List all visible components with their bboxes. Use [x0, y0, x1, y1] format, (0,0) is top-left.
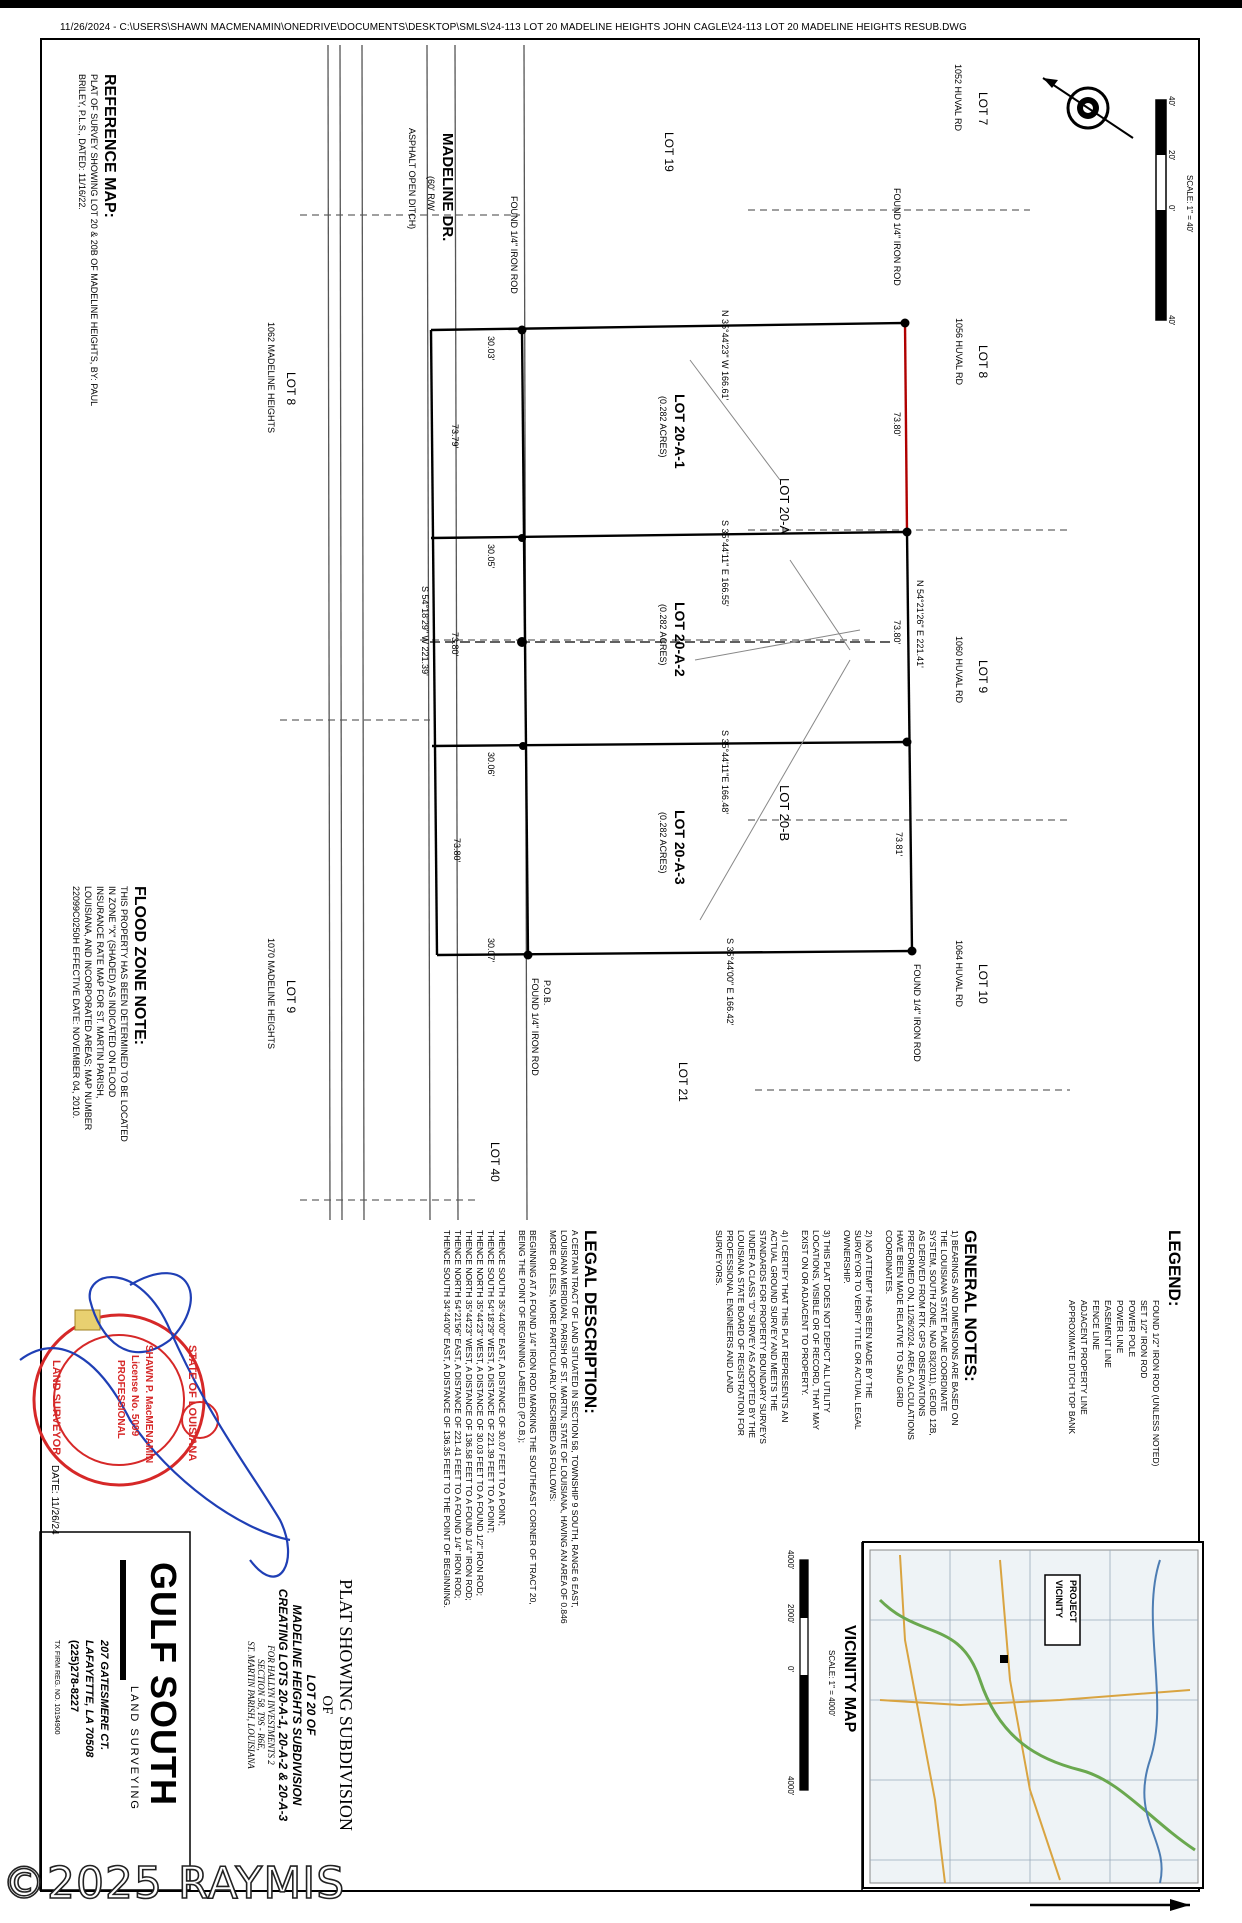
lot8-top-address: 1056 HUVAL RD [954, 318, 964, 386]
bearing-line-4: S 35°44'00" E 166.42' [725, 938, 735, 1026]
plat-title: PLAT SHOWING SUBDIVISION [336, 1579, 356, 1831]
note-line: OWNERSHIP. [842, 1230, 852, 1284]
legal-line: BEGINNING AT A FOUND 1/4" IRON ROD MARKING THE SOUTHEAST CORNER OF TRACT 20, [528, 1230, 538, 1605]
legal-line: THENCE NORTH 54°21'56" EAST, A DISTANCE OF 221.41 FEET TO A FOUND 1/4" IRON ROD; [453, 1230, 463, 1599]
plat-creating: CREATING LOTS 20-A-1, 20-A-2 & 20-A-3 [276, 1588, 290, 1822]
width-3: 30.06' [486, 752, 496, 777]
distance-west-1: 73.79' [450, 424, 460, 449]
company-firm-reg: TX FIRM REG. NO. 10194900 [53, 1640, 60, 1735]
found-rod-bottom-left: FOUND 1/4" IRON ROD [509, 196, 519, 294]
seal-license: License No. 5099 [129, 1355, 140, 1437]
seal-name: SHAWN P. MacMENAMIN [143, 1345, 154, 1464]
note-line: LOUISIANA STATE BOARD OF REGISTRATION FOR [736, 1230, 746, 1436]
note-line: SURVEYORS. [714, 1230, 724, 1286]
flood-zone-line: 22099C0250H EFFECTIVE DATE: NOVEMBER 04, 2010. [71, 886, 81, 1119]
legend-item-power-pole: POWER POLE [1127, 1300, 1137, 1358]
note-line: PREFORMED ON, 11/26/2024. AREA CALCULATIONS [906, 1230, 916, 1440]
scale-tick-40-left: 40' [1167, 96, 1176, 107]
lot20b-label: LOT 20-B [777, 785, 792, 842]
lot10-label: LOT 10 [976, 964, 990, 1004]
scale-tick-20: 20' [1167, 150, 1176, 161]
note-line: STANDARDS FOR PROPERTY BOUNDARY SURVEYS [758, 1230, 768, 1444]
company-phone: (225)278-8227 [68, 1640, 80, 1713]
lot9-bottom-address: 1070 MADELINE HEIGHTS [266, 938, 276, 1050]
plat-parish: ST. MARTIN PARISH, LOUISIANA [246, 1641, 256, 1769]
vicinity-scale: SCALE: 1" = 4000' [827, 1650, 836, 1717]
note-line: PROFESSIONAL ENGINEERS AND LAND [725, 1230, 735, 1394]
plat-lot: LOT 20 OF [304, 1674, 318, 1736]
street-row: (60' R/W [426, 176, 436, 211]
vicinity-title: VICINITY MAP [841, 1625, 858, 1733]
plat-section: SECTION 58, T9S - R6E, [256, 1659, 266, 1751]
lot20a1-label: LOT 20-A-1 [672, 394, 688, 469]
drawing-file-path: 11/26/2024 - C:\USERS\SHAWN MACMENAMIN\ONEDRIVE\DOCUMENTS\DESKTOP\SMLS\24-113 LOT 20 MADELINE HEIGHTS JOHN CAGLE\24-113 LOT 20 MADELINE HEIGHTS RESUB.DWG [60, 22, 967, 33]
note-line: HAVE BEEN MADE RELATIVE TO SAID GRID [895, 1230, 905, 1408]
flood-zone-line: INSURANCE RATE MAP FOR ST. MARTIN PARISH, [95, 886, 105, 1099]
street-ditch: ASPHALT OPEN DITCH) [407, 128, 417, 230]
flood-zone-title: FLOOD ZONE NOTE: [131, 886, 148, 1046]
legal-line: LOUISIANA MERIDIAN, PARISH OF ST. MARTIN, STATE OF LOUISIANA, HAVING AN AREA OF 0.846 [559, 1230, 569, 1624]
note-line: 4) I CERTIFY THAT THIS PLAT REPRESENTS AN [780, 1230, 790, 1423]
width-4: 30.07' [486, 938, 496, 963]
vicinity-label: VICINITY [1054, 1580, 1064, 1619]
legal-line: THENCE SOUTH 35°44'00" EAST, A DISTANCE OF 30.07 FEET TO A POINT; [497, 1230, 507, 1527]
found-rod-top-right: FOUND 1/4" IRON ROD [912, 964, 922, 1062]
legend-item-found-rod: FOUND 1/2" IRON ROD (UNLESS NOTED) [1151, 1300, 1161, 1467]
vicinity-tick-0: 0' [786, 1666, 795, 1672]
legal-line: MORE OR LESS, MORE PARTICULARLY DESCRIBED AS FOLLOWS: [548, 1230, 558, 1502]
legal-line: THENCE SOUTH 34°44'00" EAST, A DISTANCE OF 136.35 FEET TO THE POINT OF BEGINNING. [442, 1230, 452, 1608]
vicinity-tick-4000-right: 4000' [786, 1776, 795, 1796]
lot7-label: LOT 7 [976, 92, 990, 126]
legal-line: THENCE NORTH 35°44'23" WEST, A DISTANCE OF 136.58 FEET TO A FOUND 1/4" IRON ROD; [464, 1230, 474, 1601]
lot20a-label: LOT 20-A [777, 478, 792, 535]
legend-item-set-rod: SET 1/2" IRON ROD [1139, 1300, 1149, 1379]
bearing-line-2: S 35°44'11" E 166.55' [720, 520, 730, 607]
project-label: PROJECT [1068, 1580, 1078, 1623]
lot9-bottom-label: LOT 9 [284, 980, 298, 1014]
legend-title: LEGEND: [1165, 1230, 1184, 1307]
note-line: 3) THIS PLAT DOES NOT DEPICT ALL UTILITY [822, 1230, 832, 1413]
street-name: MADELINE DR. [439, 133, 456, 242]
reference-map-line: PLAT OF SURVEY SHOWING LOT 20 & 20B OF MADELINE HEIGHTS, BY: PAUL [89, 74, 99, 407]
bearing-line-3: S 35°44'11"E 166.48' [720, 730, 730, 815]
lot19-label: LOT 19 [662, 132, 676, 172]
seal-ring-bottom: LAND SURVEYOR [50, 1360, 62, 1456]
lot20a2-label: LOT 20-A-2 [672, 602, 688, 677]
lot20a3-acres: (0.282 ACRES) [658, 812, 668, 874]
found-rod-top-left: FOUND 1/4" IRON ROD [892, 188, 902, 286]
lot10-address: 1064 HUVAL RD [954, 940, 964, 1008]
lot9-top-label: LOT 9 [976, 660, 990, 694]
lot8-top-label: LOT 8 [976, 345, 990, 379]
reference-map-title: REFERENCE MAP: [101, 74, 118, 219]
lot20a1-acres: (0.282 ACRES) [658, 396, 668, 458]
legal-line: THENCE SOUTH 54°18'29" WEST, A DISTANCE OF 221.39 FEET TO A POINT; [486, 1230, 496, 1534]
reference-map-line: BRILEY, P.L.S., DATED: 11/16/22. [77, 74, 87, 210]
flood-zone-line: IN ZONE "X" (SHADED) AS INDICATED ON FLOOD [107, 886, 117, 1098]
watermark: ©2025 RAYMIS [2, 1858, 346, 1909]
legal-line: BEING THE POINT OF BEGINNING LABELED (P.O.B.); [517, 1230, 527, 1444]
note-line: 2) NO ATTEMPT HAS BEEN MADE BY THE [864, 1230, 874, 1399]
company-logo-sub: LAND SURVEYING [128, 1686, 140, 1811]
note-line: AS DERIVED FROM RTK GPS OBSERVATIONS [917, 1230, 927, 1417]
lot20a3-label: LOT 20-A-3 [672, 810, 688, 885]
distance-east-1: 73.80' [892, 412, 902, 437]
bearing-line-1: N 35°44'23" W 166.61' [720, 310, 730, 401]
legal-line [507, 1230, 516, 1624]
flood-zone-note [70, 886, 148, 1142]
reference-map-note [76, 74, 118, 406]
note-line: THE LOUISIANA STATE PLANE COORDINATE [939, 1230, 949, 1412]
legend-item-fence: FENCE LINE [1091, 1300, 1101, 1351]
legal-description [441, 1230, 600, 1624]
note-line: EXIST ON OR ADJACENT TO PROPERTY. [800, 1230, 810, 1396]
flood-zone-line: LOUISIANA, AND INCORPORATED AREAS; MAP NUMBER [83, 886, 93, 1131]
seal-ring-top: STATE OF LOUISIANA [186, 1345, 198, 1462]
legend [1066, 1230, 1184, 1466]
found-rod-pob: FOUND 1/4" IRON ROD [530, 978, 540, 1076]
distance-east-3: 73.81' [894, 832, 904, 857]
distance-east-2: 73.80' [892, 620, 902, 645]
lot8-bottom-label: LOT 8 [284, 372, 298, 406]
plat-client: FOR HALLYN INVESTMENTS 2 [266, 1645, 276, 1765]
bearing-east-line: N 54°21'26" E 221.41' [915, 580, 925, 668]
note-line: SYSTEM, SOUTH ZONE, NAD 83(2011), GEOID 12B, [928, 1230, 938, 1436]
lot40-label: LOT 40 [488, 1142, 502, 1182]
note-line: UNDER A CLASS "D" SURVEY AS ADOPTED BY THE [747, 1230, 757, 1439]
legal-line [538, 1230, 547, 1624]
distance-west-3: 73.80' [452, 838, 462, 863]
note-line [790, 1230, 799, 1444]
note-line: SURVEYOR TO VERIFY TITLE OR ACTUAL LEGAL [853, 1230, 863, 1430]
lot9-top-address: 1060 HUVAL RD [954, 636, 964, 704]
note-line [874, 1230, 883, 1444]
width-1: 30.03' [486, 336, 496, 361]
lot8-bottom-address: 1062 MADELINE HEIGHTS [266, 322, 276, 434]
note-line: 1) BEARINGS AND DIMENSIONS ARE BASED ON [950, 1230, 960, 1426]
vicinity-tick-4000-left: 4000' [786, 1550, 795, 1570]
company-address-2: LAFAYETTE, LA 70508 [83, 1640, 95, 1758]
bearing-west-line: S 54°18'29" W 221.39' [420, 586, 430, 676]
general-notes [713, 1230, 980, 1444]
note-line: LOCATIONS, VISIBLE OR OF RECORD, THAT MAY [811, 1230, 821, 1430]
scale-tick-40-right: 40' [1167, 315, 1176, 326]
legal-line: A CERTAIN TRACT OF LAND SITUATED IN SECTION 58, TOWNSHIP 9 SOUTH, RANGE 6 EAST, [570, 1230, 580, 1608]
legend-item-adjacent-line: ADJACENT PROPERTY LINE [1079, 1300, 1089, 1415]
legend-item-easement: EASEMENT LINE [1103, 1300, 1113, 1368]
title-block [246, 1540, 356, 1870]
legal-line: THENCE NORTH 35°44'23" WEST, A DISTANCE OF 30.03 FEET TO A FOUND 1/2" IRON ROD; [475, 1230, 485, 1596]
scale-tick-0: 0' [1167, 205, 1176, 211]
distance-west-2: 73.80' [450, 632, 460, 657]
note-line: ACTUAL GROUND SURVEY AND MEETS THE [769, 1230, 779, 1412]
legend-item-power-line: POWER LINE [1115, 1300, 1125, 1354]
pob-label: P.O.B. [542, 980, 552, 1006]
seal-date: DATE: 11/26/24 [49, 1465, 60, 1535]
seal-type: PROFESSIONAL [115, 1360, 126, 1439]
flood-zone-line: THIS PROPERTY HAS BEEN DETERMINED TO BE LOCATED [119, 886, 129, 1142]
plat-of: OF [319, 1695, 335, 1715]
lot21-label: LOT 21 [676, 1062, 690, 1102]
general-notes-title: GENERAL NOTES: [961, 1230, 980, 1382]
company-address-1: 207 GATESMERE CT. [98, 1640, 110, 1751]
scale-title: SCALE: 1" = 40' [1185, 175, 1194, 233]
legend-item-ditch: APPROXIMATE DITCH TOP BANK [1067, 1300, 1077, 1434]
plat-subdivision: MADELINE HEIGHTS SUBDIVISION [290, 1604, 304, 1806]
legal-title: LEGAL DESCRIPTION: [581, 1230, 600, 1414]
lot7-address: 1052 HUVAL RD [953, 64, 963, 132]
vicinity-tick-2000: 2000' [786, 1604, 795, 1624]
lot20a2-acres: (0.282 ACRES) [658, 604, 668, 666]
note-line [832, 1230, 841, 1444]
company-logo-name: GULF SOUTH [143, 1562, 184, 1806]
note-line: COORDINATES. [884, 1230, 894, 1295]
width-2: 30.05' [486, 544, 496, 569]
